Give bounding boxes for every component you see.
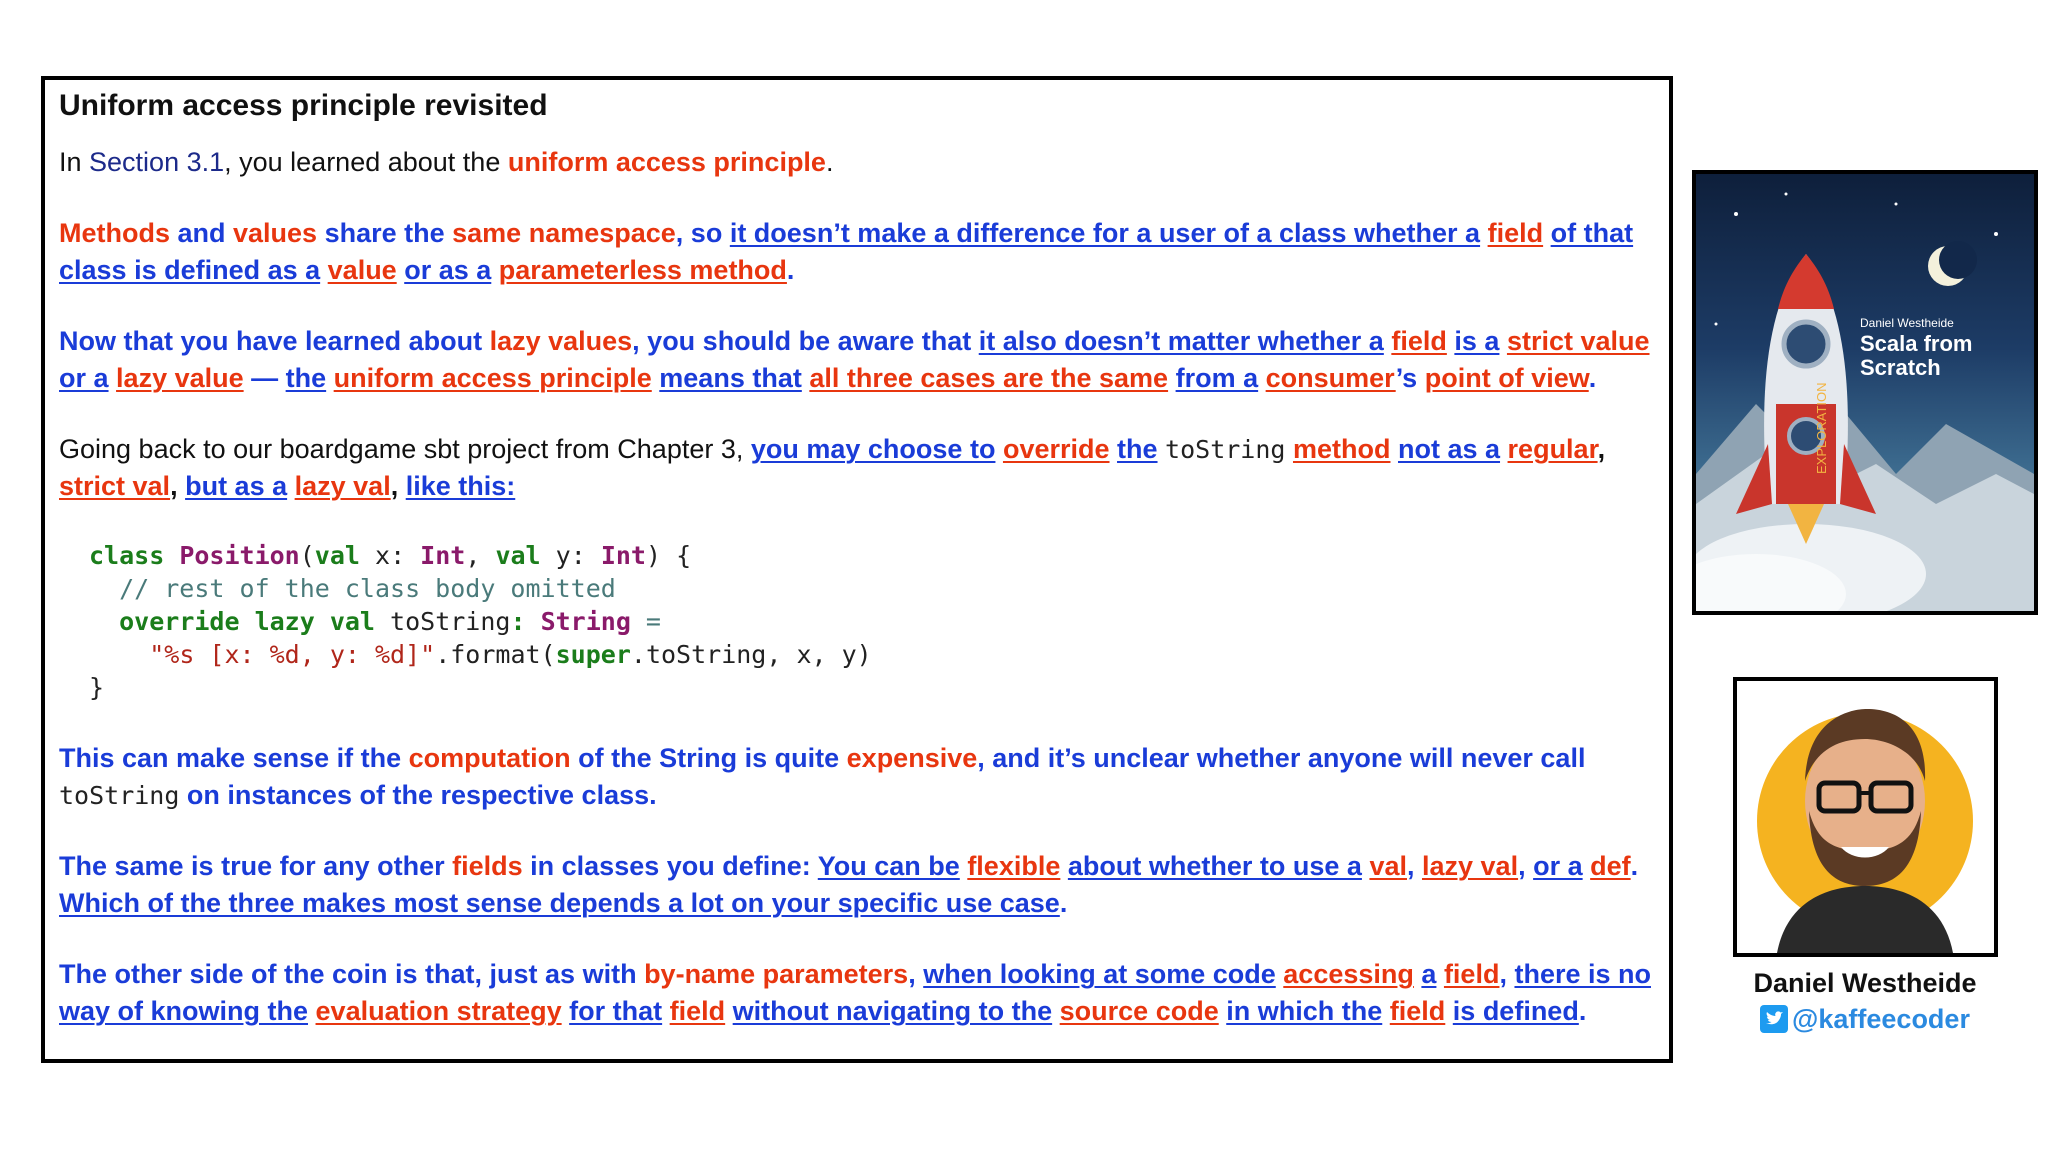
space [1382,996,1390,1026]
slide-title: Uniform access principle revisited [59,89,548,122]
term-def: def [1590,851,1631,881]
code-block [89,539,1655,704]
text: , [390,471,406,501]
underlined-text: is defined [1452,996,1579,1026]
term-field: field [1487,218,1544,248]
moon-icon [1928,241,1977,286]
text: , [1597,434,1606,464]
term-strict-val: strict val [59,471,171,501]
space [1060,851,1068,881]
space [1499,326,1507,356]
space [1110,434,1118,464]
paragraph-override [59,431,1655,505]
author-name: Daniel Westheide [1753,968,1977,998]
book-author: Daniel Westheide [1860,316,1954,330]
code-tostring: toString [59,781,180,810]
term-value: value [327,255,397,285]
code-keyword: class [89,541,165,570]
term-field: field [1389,996,1446,1026]
underlined-text: in which the [1226,996,1383,1026]
underlined-text: a [1421,959,1437,989]
term-values: values [233,218,318,248]
code-indent [89,607,119,636]
underlined-text: You can be [817,851,960,881]
term-field: field [669,996,726,1026]
term-flexible: flexible [967,851,1061,881]
underlined-text: when looking at some code [923,959,1276,989]
underlined-text: is a [1454,326,1500,356]
space [1258,363,1266,393]
code-punct: } [89,673,105,702]
text: Now that you have learned about [59,326,490,356]
paragraph-namespace [59,215,1655,289]
code-punct: ) { [645,541,692,570]
paragraph-other-side [59,956,1655,1030]
code-keyword: val [495,541,541,570]
term-lazy-val: lazy val [1422,851,1519,881]
text: ’s [1395,363,1425,393]
code-punct: : [510,607,541,636]
term-source-code: source code [1059,996,1219,1026]
underlined-text: or as a [404,255,492,285]
text: in classes you define: [522,851,818,881]
code-ident: toString [374,607,511,636]
slide-content-box [41,76,1673,1063]
space [491,255,499,285]
underlined-text: means that [659,363,802,393]
text: and [170,218,234,248]
term-field: field [1443,959,1500,989]
space [1168,363,1176,393]
code-comment: // rest of the class body omitted [89,574,616,603]
code-string: "%s [x: %d, y: %d]" [149,640,436,669]
space [109,363,117,393]
space [1158,434,1166,464]
text: , [1518,851,1534,881]
code-indent [89,640,149,669]
underlined-text: without navigating to the [732,996,1053,1026]
code-ident: .format( [435,640,556,669]
code-type: Int [600,541,646,570]
underlined-text: the [1117,434,1158,464]
space [662,996,670,1026]
twitter-icon [1760,1005,1788,1033]
underlined-text: it doesn’t make a difference for a user of a class whether a [729,218,1481,248]
avatar-illustration [1737,681,1994,953]
term-namespace: same namespace [452,218,676,248]
code-keyword: super [555,640,631,669]
underlined-text: not as a [1398,434,1501,464]
space [1480,218,1488,248]
text: , [170,471,186,501]
term-fields: fields [452,851,523,881]
code-keyword: override lazy val [119,607,375,636]
term-override: override [1002,434,1110,464]
underlined-text: Which of the three makes most sense depends a lot on your specific use case [59,888,1060,918]
space [1500,434,1508,464]
text: , [908,959,924,989]
term-consumer: consumer [1265,363,1396,393]
text: — [243,363,286,393]
term-expensive: expensive [846,743,978,773]
space [995,434,1003,464]
space [308,996,316,1026]
term-evaluation-strategy: evaluation strategy [315,996,562,1026]
code-tostring: toString [1165,435,1286,464]
term-lazy-val: lazy val [294,471,391,501]
book-title-line1: Scala from [1860,331,1973,356]
code-punct: , [465,541,496,570]
code-punct: ( [299,541,315,570]
space [1052,996,1060,1026]
underlined-text: it also doesn’t matter whether a [978,326,1384,356]
underlined-text: like this: [405,471,516,501]
text: , and it’s unclear whether anyone will never call [977,743,1586,773]
paragraph-lazy-values [59,323,1655,397]
code-type: String [540,607,631,636]
text: Going back to our boardgame sbt project from Chapter 3, [59,434,751,464]
text: on instances of the respective class. [179,780,657,810]
text: The same is true for any other [59,851,453,881]
section-link[interactable]: Section 3.1 [89,147,225,177]
term-point-of-view: point of view [1424,363,1589,393]
space [1445,996,1453,1026]
code-punct: : [390,541,421,570]
text: . [1588,363,1597,393]
text: . [1578,996,1587,1026]
term-parameterless-method: parameterless method [498,255,787,285]
text: of the String is quite [570,743,847,773]
code-ident: y [540,541,571,570]
space [1285,434,1293,464]
twitter-handle[interactable]: @kaffeecoder [1792,1004,1970,1034]
term-val: val [1369,851,1407,881]
text: . [1059,888,1068,918]
term-by-name-parameters: by-name parameters [644,959,909,989]
term-methods: Methods [59,218,170,248]
code-ident: .toString, x, y) [630,640,872,669]
underlined-text: or a [59,363,109,393]
underlined-text: or a [1533,851,1583,881]
space [320,255,328,285]
text: , [1406,851,1422,881]
book-cover [1692,170,2038,615]
space [562,996,570,1026]
underlined-text: there is no way of knowing the [59,959,1651,1026]
text: share the [317,218,453,248]
author-avatar-frame [1733,677,1998,957]
code-ident: x [359,541,391,570]
paragraph-flexible [59,848,1655,922]
text: In [59,147,90,177]
term-lazy-value: lazy value [116,363,244,393]
term-method: method [1292,434,1391,464]
underlined-text: for that [569,996,663,1026]
space [1583,851,1591,881]
term-computation: computation [408,743,571,773]
code-punct: : [570,541,601,570]
term-uniform-access: uniform access principle [333,363,652,393]
space [326,363,334,393]
text: , [1499,959,1515,989]
term-uniform-access: uniform access principle [507,147,826,177]
underlined-text: from a [1175,363,1259,393]
text: , you should be aware that [632,326,979,356]
paragraph-intro [59,144,1655,181]
book-title [1860,332,1973,380]
paragraph-expensive [59,740,1655,814]
term-field: field [1391,326,1447,356]
space [1436,959,1444,989]
underlined-text: of that class is defined as a [59,218,1634,285]
code-type: Int [420,541,466,570]
term-lazy-values: lazy values [489,326,633,356]
twitter-handle-row[interactable] [1692,1001,2038,1037]
term-strict-value: strict value [1506,326,1650,356]
text: This can make sense if the [59,743,409,773]
space [1390,434,1398,464]
book-title-line2: Scratch [1860,355,1941,380]
underlined-text: the [285,363,327,393]
term-accessing: accessing [1283,959,1414,989]
text: , you learned about the [224,147,508,177]
text: . [786,255,795,285]
space [287,471,295,501]
text: The other side of the coin is that, just as with [59,959,645,989]
underlined-text: about whether to use a [1067,851,1362,881]
underlined-text: you may choose to [750,434,996,464]
space [725,996,733,1026]
term-regular: regular [1507,434,1598,464]
code-punct: = [630,607,661,636]
space [1543,218,1551,248]
term-three-cases: all three cases are the same [809,363,1169,393]
rocket-illustration [1696,174,2034,611]
text: . [1630,851,1639,881]
text: , so [675,218,730,248]
book-series: EXPLORATION [1814,382,1829,474]
underlined-text: but as a [185,471,288,501]
code-keyword: val [314,541,360,570]
code-class-name: Position [164,541,300,570]
text: . [825,147,834,177]
